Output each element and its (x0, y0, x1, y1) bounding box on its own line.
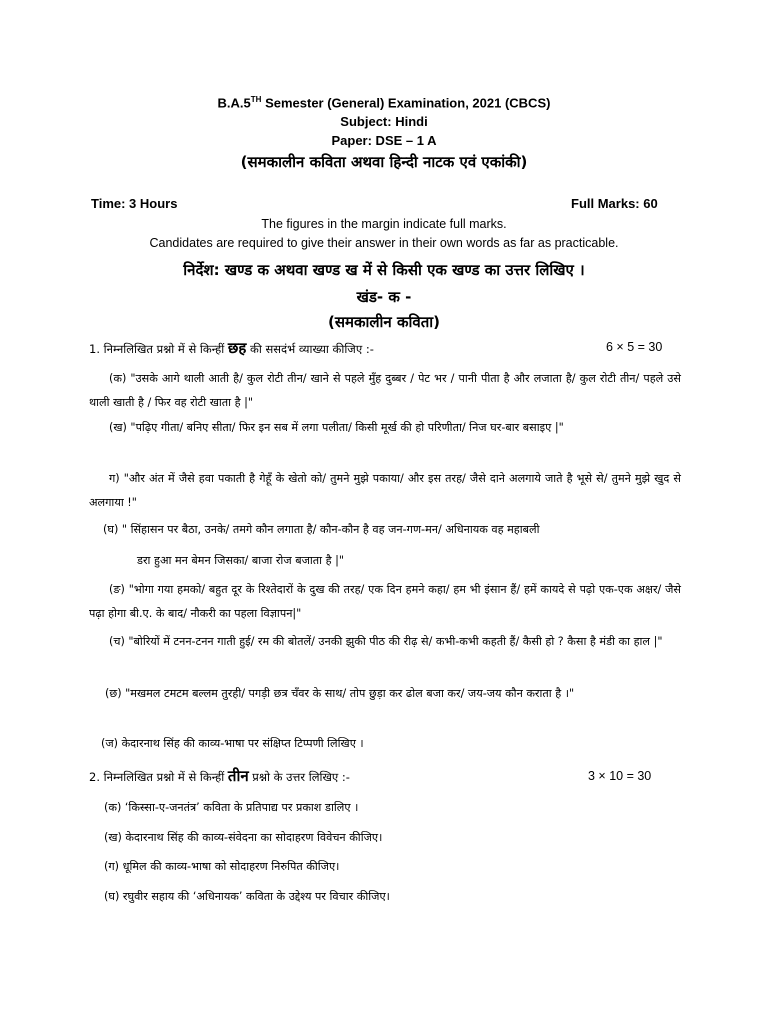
q1-item-cha: (च) "बोरियों में टनन-टनन गाती हुई/ रम की बोतलें/ उनकी झुकी पीठ की रीढ़ से/ कभी-कभी कहती हैं/ कैसी हो ? कैसा है मंडी का हाल |" (109, 635, 663, 648)
q1-item-kha: (ख) "पढ़िए गीता/ बनिए सीता/ फिर इन सब में लगा पलीता/ किसी मूर्ख की हो परिणीता/ निज घर-बार बसाइए |" (109, 421, 564, 434)
section-label: खंड- क - (356, 288, 412, 306)
q1-marks: 6 × 5 = 30 (606, 340, 663, 354)
q2-item-ga: (ग) धूमिल की काव्य-भाषा को सोदाहरण निरुपित कीजिए। (104, 860, 340, 873)
exam-title-superscript: TH (250, 95, 262, 104)
paper-line: Paper: DSE – 1 A (331, 133, 437, 148)
exam-title (0, 95, 768, 110)
q2-marks: 3 × 10 = 30 (588, 769, 652, 783)
full-marks-label: Full Marks: 60 (571, 196, 658, 211)
exam-title-suffix: Semester (General) Examination, 2021 (CBCS) (261, 95, 551, 111)
paper-title: (समकालीन कविता अथवा हिन्दी नाटक एवं एकांकी) (240, 153, 528, 171)
time-label: Time: 3 Hours (91, 196, 178, 211)
q2-item-gha: (घ) रघुवीर सहाय की ‘अधिनायक’ कविता के उद्देश्य पर विचार कीजिए। (104, 890, 390, 903)
instruction: निर्देश: खण्ड क अथवा खण्ड ख में से किसी एक खण्ड का उत्तर लिखिए । (183, 261, 585, 279)
q1-item-ja: (ज) केदारनाथ सिंह की काव्य-भाषा पर संक्षिप्त टिप्पणी लिखिए । (101, 737, 364, 750)
question-1-heading (89, 338, 374, 358)
q1-item-gha: (घ) " सिंहासन पर बैठा, उनके/ तमगे कौन लगाता है/ कौन-कौन है वह जन-गण-मन/ अधिनायक वह महाबली (103, 523, 540, 536)
q2-item-kha: (ख) केदारनाथ सिंह की काव्य-संवेदना का सोदाहरण विवेचन कीजिए। (104, 831, 383, 844)
q1-emphasis: छह (227, 339, 247, 357)
subject-line: Subject: Hindi (340, 114, 428, 129)
q2-text-pre: 2. निम्नलिखित प्रश्नो में से किन्हीं (89, 770, 228, 784)
q1-item-nga: (ङ) "भोगा गया हमको/ बहुत दूर के रिश्तेदारों के दुख की तरह/ एक दिन हमने कहा/ हम भी इंसान हैं/ हमें कायदे से पढ़ो एक-एक अक्षर/ जैसे पढ़ा होगा बी.ए. के बाद/ नौकरी का पहला विज्ञापन|" (89, 583, 681, 620)
q2-emphasis: तीन (227, 767, 249, 785)
question-2-heading (89, 766, 350, 786)
exam-title-prefix: B.A.5 (217, 95, 251, 111)
q1-text-pre: 1. निम्नलिखित प्रश्नो में से किन्हीं (89, 342, 228, 356)
section-title: (समकालीन कविता) (327, 313, 440, 331)
q2-text-post: प्रश्नो के उत्तर लिखिए :- (248, 770, 350, 784)
q1-item-chha: (छ) "मखमल टमटम बल्लम तुरही/ पगड़ी छत्र चँवर के साथ/ तोप छुड़ा कर ढोल बजा कर/ जय-जय कौन कराता है ।" (105, 687, 575, 700)
q1-text-post: की ससदंर्भ व्याख्या कीजिए :- (246, 342, 374, 356)
q1-item-gha-cont: डरा हुआ मन बेमन जिसका/ बाजा रोज बजाता है |" (137, 554, 345, 567)
q1-item-ka: (क) "उसके आगे थाली आती है/ कुल रोटी तीन/ खाने से पहले मुँह दुब्बर / पेट भर / पानी पीता है और लजाता है/ कुल रोटी तीन/ पहले उसे थाली खाती है / फिर वह रोटी खाता है |" (89, 372, 681, 409)
q2-item-ka: (क) ‘किस्सा-ए-जनतंत्र’ कविता के प्रतिपाद्य पर प्रकाश डालिए । (104, 801, 359, 814)
margin-note: The figures in the margin indicate full marks. (261, 217, 507, 231)
q1-item-ga: ग) "और अंत में जैसे हवा पकाती है गेहूँ के खेतो को/ तुमने मुझे पकाया/ और इस तरह/ जैसे दाने अलगाये जाते है भूसे से/ तुमने मुझे खुद से अलगाया !" (89, 472, 681, 509)
candidates-note: Candidates are required to give their answer in their own words as far as practicable. (149, 236, 619, 250)
